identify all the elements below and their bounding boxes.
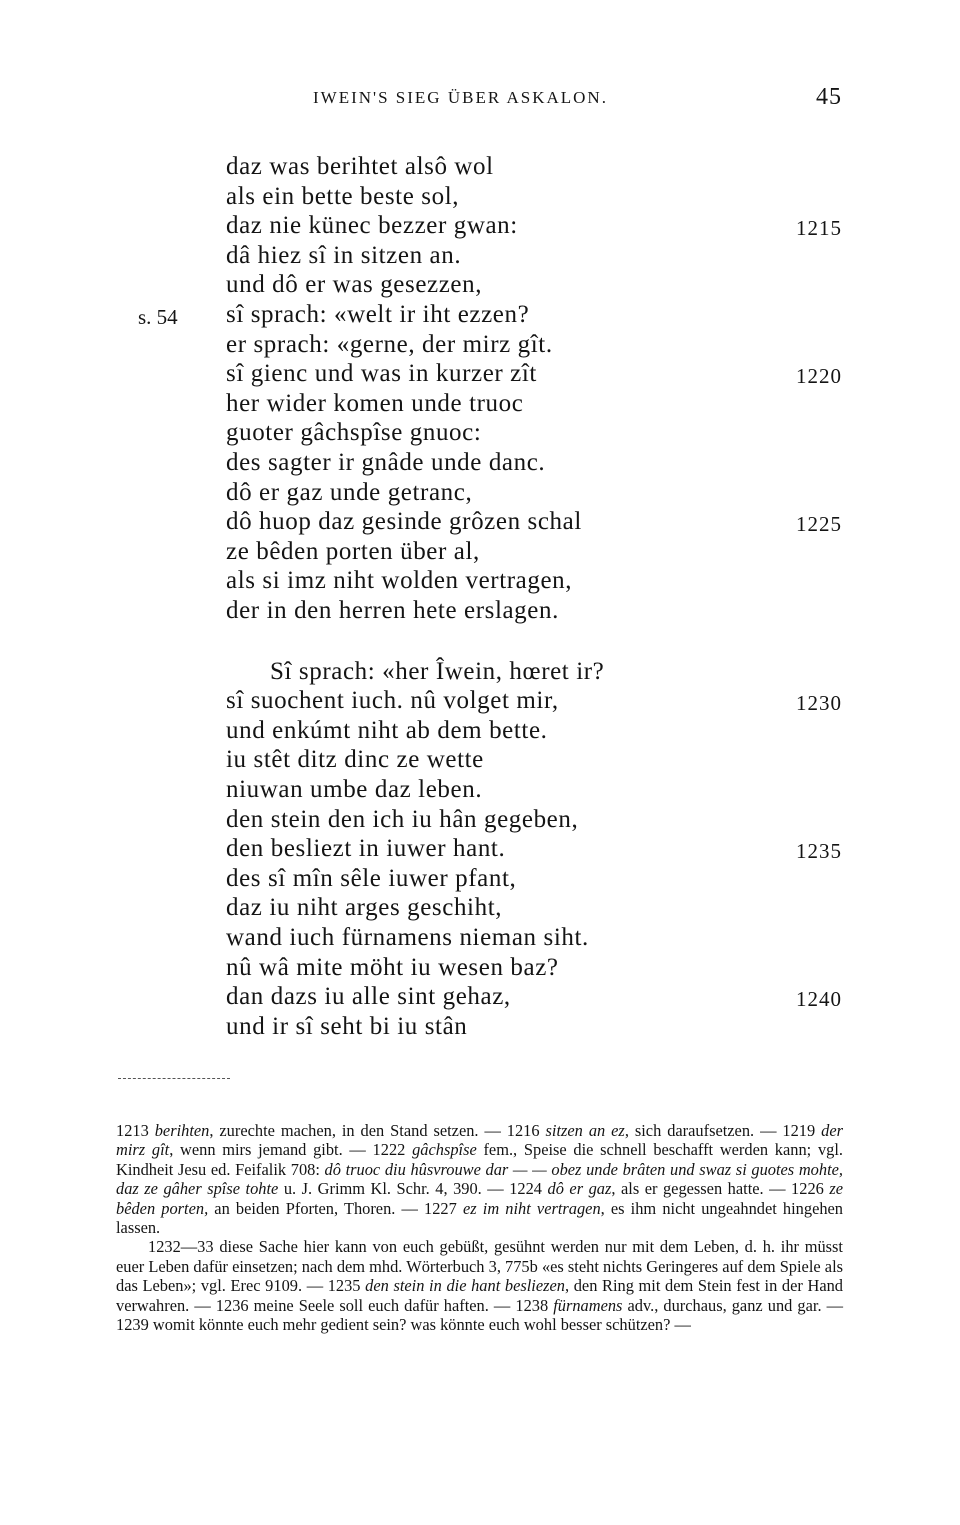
note-text: , als er gegessen hatte. — 1226 [611,1179,830,1199]
verse-line: sî gienc und was in kurzer zît [226,360,537,388]
note-text: , den Ring mit dem Stein fest in der Hand verwahren. — 1236 meine Seele soll euch dafür haften. — 1238 [116,1276,844,1315]
note-text: adv., durchaus, ganz und gar. — 1239 womit könnte euch mehr gedient sein? was könnte euch wohl besser schützen? — [116,1295,844,1335]
note-text: 1232—33 diese Sache hier kann von euch gebüßt, gesühnt werden nur mit dem Leben, d. h. ihr müsst euer Leben dafür einsetzen; nach dem mhd. Wörterbuch 3, 775b «es steht nichts Geringeres auf dem Spiele als das Leben»; vgl. Erec 9109. — 1235 [116,1237,843,1296]
page-number: 45 [816,84,842,110]
note-term: sitzen an ez [545,1121,625,1140]
verse-line: dô huop daz gesinde grôzen schal [226,508,582,536]
note-text: u. J. Grimm Kl. Schr. 4, 390. — 1224 [278,1179,548,1199]
verse-line: her wider komen unde truoc [226,389,524,417]
verse-line: daz iu niht arges geschiht, [226,894,503,922]
verse-line: dan dazs iu alle sint gehaz, [226,983,511,1011]
verse-line: sî sprach: «welt ir iht ezzen? [226,301,530,328]
verse-line: und dô er was gesezzen, [226,271,483,299]
verse-line: sî suochent iuch. nû volget mir, [226,687,559,715]
verse-line: und enkúmt niht ab dem bette. [226,716,548,744]
note-term: der mirz gît [116,1121,843,1160]
footnote-divider [118,1078,230,1079]
verse-line: dô er gaz unde getranc, [226,478,473,506]
note-text: , sich daraufsetzen. — 1219 [624,1121,822,1140]
note-term: gâchspîse [412,1140,477,1160]
note-term: dô truoc diu hûsvrouwe dar — — obez unde brâten und swaz si guotes mohte, daz ze gâher spîse tohte [116,1159,843,1199]
note-term: den stein in die hant besliezen [365,1276,565,1296]
verse-line: des sagter ir gnâde unde danc. [226,449,546,476]
note-text: 1213 [116,1121,155,1140]
note-text: an beiden Pforten, Thoren. — 1227 [208,1198,463,1218]
line-number: 1220 [796,364,842,389]
note-text: , zurechte machen, in den Stand setzen. — 1216 [209,1121,546,1140]
line-number: 1225 [796,512,842,537]
verse-line: dâ hiez sî in sitzen an. [226,241,462,269]
verse-line: wand iuch fürnamens nieman siht. [226,924,589,951]
line-number: 1240 [796,987,842,1012]
line-number: 1215 [796,216,842,241]
verse-line: ze bêden porten über al, [226,537,480,565]
line-number: 1230 [796,691,842,716]
running-title: IWEIN'S SIEG ÜBER ASKALON. [313,88,608,107]
verse-line: er sprach: «gerne, der mirz gît. [226,330,553,358]
verse-line: nû wâ mite möht iu wesen baz? [226,953,559,981]
note-term: dô er gaz [547,1179,612,1199]
note-text: fem., Speise die schnell beschafft werden kann; vgl. Kindheit Jesu ed. Feifalik 708: [116,1140,843,1179]
note-text: , es ihm nicht ungeahndet hingehen lassen. [116,1198,844,1238]
footnotes [116,1121,843,1334]
footnote-paragraph [116,1121,843,1237]
verse-line: Sî sprach: «her Îwein, hœret ir? [270,657,605,685]
note-text: , wenn mirs jemand gibt. — 1222 [169,1140,413,1160]
verse-line: und ir sî seht bi iu stân [226,1012,468,1040]
footnote-paragraph [116,1237,843,1334]
verse-line: guoter gâchspîse gnuoc: [226,419,482,447]
verse-line: daz nie künec bezzer gwan: [226,212,518,240]
note-term: ez im niht vertragen [462,1198,601,1218]
note-term: ze bêden porten, [116,1179,844,1218]
verse-line: daz was berihtet alsô wol [226,153,494,180]
note-term: berihten [154,1121,210,1140]
manuscript-page-mark: s. 54 [138,305,178,329]
line-number: 1235 [796,839,842,864]
verse-line: den stein den ich iu hân gegeben, [226,805,579,833]
verse-line: des sî mîn sêle iuwer pfant, [226,864,517,892]
verse-line: als ein bette beste sol, [226,182,460,210]
verse-line: der in den herren hete erslagen. [226,597,559,624]
note-term: fürnamens [553,1295,623,1315]
verse-line: als si imz niht wolden vertragen, [226,567,573,595]
verse-line: den besliezt in iuwer hant. [226,835,506,863]
verse-line: iu stêt ditz dinc ze wette [226,746,484,774]
verse-line: niuwan umbe daz leben. [226,776,483,803]
